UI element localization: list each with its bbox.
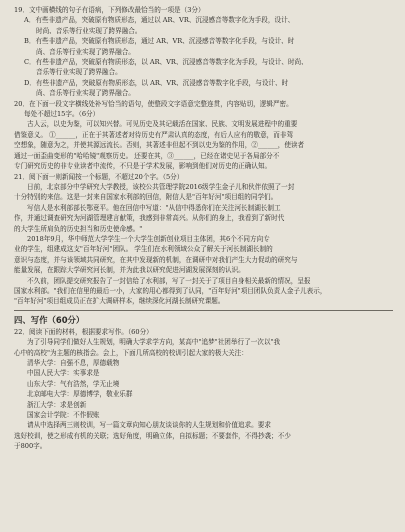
q22-task-line: 请从中选择两三则校训，写一篇文章向知心朋友谈谈你的人生规划和价值追求。要求 — [27, 421, 271, 430]
section-divider — [14, 310, 393, 311]
q19-option-c-line2: 音乐等行业实现了跨界融合。 — [36, 68, 122, 77]
q22-motto: 中国人民大学：实事求是 — [27, 369, 100, 378]
q22-motto: 清华大学：自强不息，厚德载物 — [27, 359, 120, 367]
q19-option-d-line1: D．有些非遗产品，突破原有物质形态，以 AR、VR、沉浸感音等数字化手段，与设计、时 — [24, 78, 289, 87]
q21-para-line: 不久前，团队提交研究报告了一封信给了水利部，写了一封关于了项目自身相关最新的情况，呈报 — [27, 276, 311, 285]
q22-motto: 北京邮电大学：厚德博学，敬业乐群 — [27, 390, 133, 399]
q21-para-line: 写信人是水利部部长鄂竟平。他在回信中写道："从信中得悉你们在关注河长制湖长制工 — [27, 203, 281, 212]
q21-para-line: 意识与态度，并与该领域共同研究，在其中发现新的机制，在调研中对我们产生大力促动的研究与 — [14, 255, 298, 264]
q22-motto: 国家会计学院：不作假账 — [27, 411, 100, 420]
q21-para-line: 能量发展，在跟踪大学研究河长制，并为此我以研究促进河湖发展深刻的认识。 — [14, 266, 245, 275]
q19-option-a-line2: 时尚、音乐等行业实现了跨界融合。 — [36, 26, 142, 35]
q20-text-line: 空想象，随意为之，并使其源远流长。否则，其著述非但起不到以史为鉴的作用，②______，使读者 — [14, 141, 305, 150]
q21-para-line: 作，并通过调查研究为河湖管理建言献策，我感到非常高兴。从你们的身上，我看到了新时代 — [14, 214, 285, 223]
q21-stem: 21．阅下面一则新闻按一个标题，不超过20个字。（5分） — [14, 172, 184, 181]
section-title-writing: 四、写作（60分） — [14, 314, 85, 325]
q20-limit: 每处不超过15字。（6分） — [24, 110, 100, 119]
q20-text-line: 通过一面歪曲变形的"哈哈镜"观察历史。 还要在其，③______，已经在诸史见于各局部分不 — [14, 151, 280, 160]
q22-task-line: 于800字。 — [14, 442, 47, 451]
q22-motto: 浙江大学：求是创新 — [27, 400, 87, 409]
q22-stem: 22．阅读下面的材料，根据要求写作。（60分） — [14, 327, 153, 336]
q21-para-line: "百年好河"项目组成员正在扩大调研样本，继续深化河湖长制研究课题。 — [14, 297, 225, 306]
q19-option-a-line1: A．有些非遗产品，突破原有物质形态，通过以 AR、VR、沉浸感音等数字化为手段，设计、 — [24, 16, 295, 25]
q20-text-line: 专门研究历史的非专业读者中流传，不只是于学术发展，影响到他们对历史的正确认知。 — [14, 162, 272, 171]
q22-task-line: 选好校训，使之形成有机的关联；选好角度，明确立体，自拟标题；不要套作，不得抄袭；不少 — [14, 431, 291, 440]
q20-text-line: 古人云，以史为鉴，可以知兴替。可见历史及其记载活在国家、民族、文明发展进程中的重要 — [27, 120, 298, 129]
q19-option-b-line2: 尚、音乐等行业实现了跨界融合。 — [36, 47, 135, 56]
q21-para-line: 的大学生所肩负的历史担当和历史使命感。" — [14, 224, 143, 233]
q21-para-line: 业的学生，组建成这支"百年好河"团队。 学生们在水利领域公众了解关于河长制湖长制的 — [14, 245, 273, 254]
q21-para-line: 国家水利部。"我们在信里的最后一小，大家的用心都得到了认同，"百年好河"项目团队负责人金子儿表示， — [14, 286, 327, 295]
q22-motto: 山东大学：气有浩然，学无止境 — [27, 379, 120, 388]
q22-intro-line: 为了引导同学们做好人生规划，明确大学求学方向，某高中"追梦"社团举行了一次以"我 — [27, 338, 281, 347]
q19-stem: 19．文中画横线的句子有语病，下列修改最恰当的一项是（3分） — [14, 6, 205, 14]
q21-para-line: 2018年9月，华中师范大学学生一个大学生创新创业项目主体团，其6个不同方向专 — [27, 234, 270, 243]
q19-option-b-line1: B．有些非遗产品，突破原有物质形态，通过 AR、VR、沉浸感音等数字化手段，与设计、时 — [24, 37, 295, 46]
q20-text-line: 借鉴意义。 ①______，正在于其著述者对待历史有严肃认真的态度，有后人应有的敬意，而非驾 — [14, 130, 294, 139]
q21-para-line: 十分特别的来信。这是一封来自国家水利部的回信，附信人是"百年好河"项目组的同学们。 — [14, 193, 278, 202]
q19-option-d-line2: 尚、音乐等行业实现了跨界融合。 — [36, 89, 135, 98]
q22-intro-line: 心中的高校"为主题的核指会。会上，下面几所高校的校训引起大家的极大关注： — [14, 348, 248, 357]
q19-option-c-line1: C．有些非遗产品，突破原有物质形态，以 AR、VR、沉浸感音等数字化为手段，与设计、时尚、 — [24, 58, 308, 67]
q21-para-line: 日前，北京部分中学研究大学教授，该校公共管理学院2016级学生金子儿和伙伴依照了一封 — [27, 182, 295, 191]
q20-stem: 20．在下面一段文字横线处补写恰当的语句，使整段文字语意完整连贯，内容贴切，逻辑严密。 — [14, 99, 293, 108]
